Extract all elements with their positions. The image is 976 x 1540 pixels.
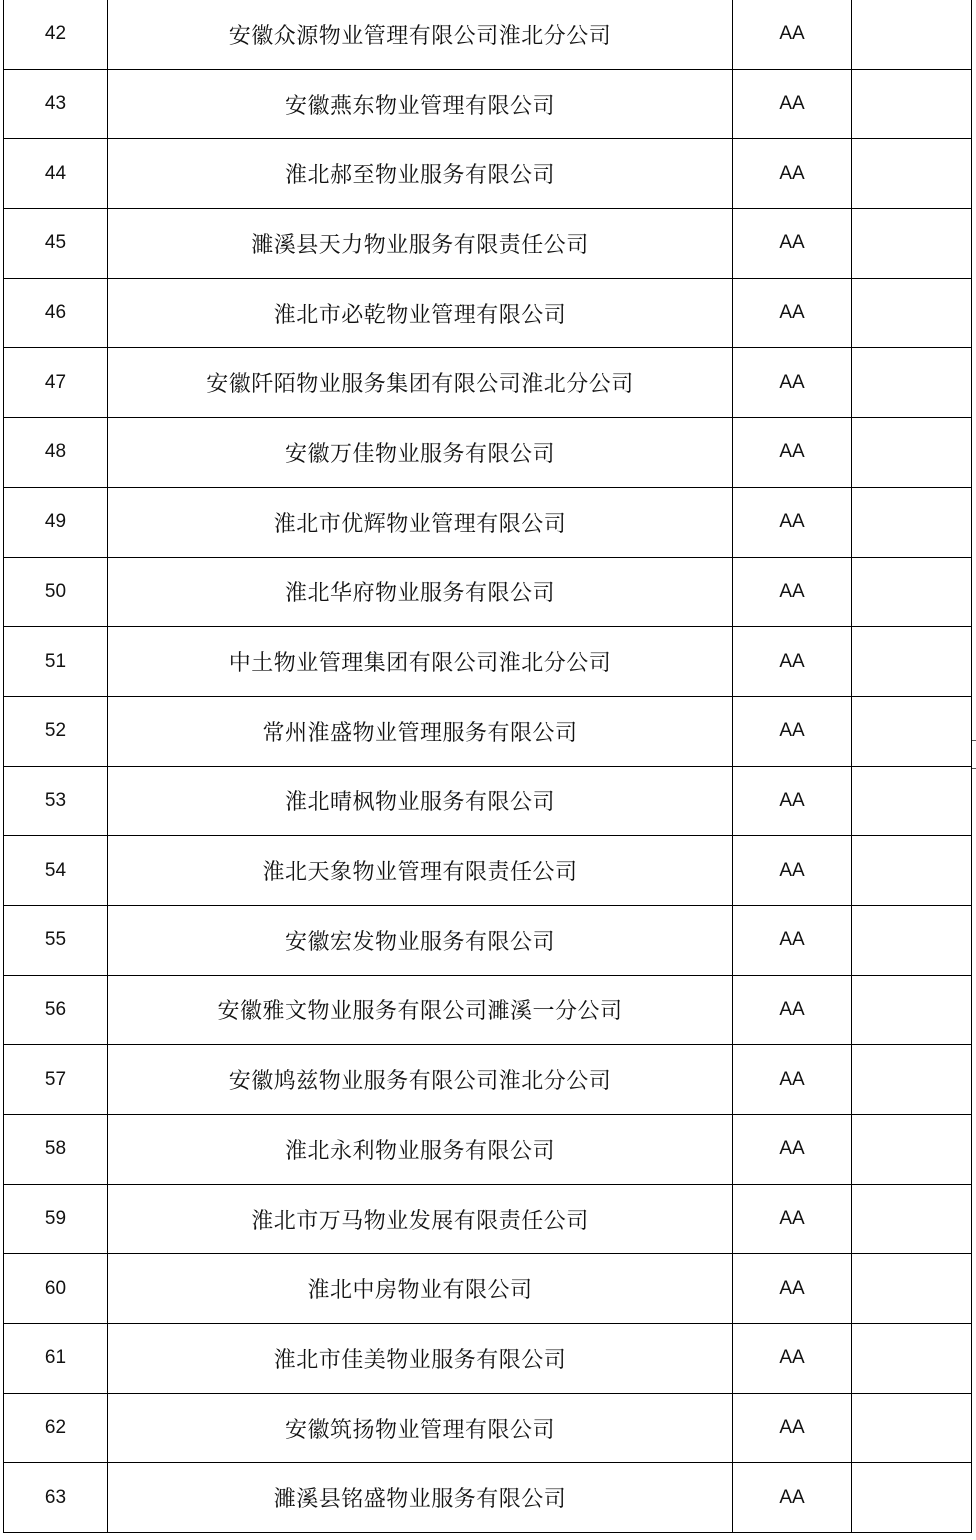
remarks-cell xyxy=(852,487,972,557)
remarks-cell xyxy=(852,418,972,488)
company-name-cell: 常州淮盛物业管理服务有限公司 xyxy=(108,696,733,766)
company-name-cell: 中土物业管理集团有限公司淮北分公司 xyxy=(108,627,733,697)
company-name-cell: 安徽鸠兹物业服务有限公司淮北分公司 xyxy=(108,1045,733,1115)
rating-grade-cell: AA xyxy=(733,1045,852,1115)
remarks-cell xyxy=(852,766,972,836)
remarks-cell xyxy=(852,1184,972,1254)
remarks-cell xyxy=(852,209,972,279)
company-name-cell: 淮北中房物业有限公司 xyxy=(108,1254,733,1324)
rating-grade-cell: AA xyxy=(733,1184,852,1254)
row-number-cell: 44 xyxy=(4,139,108,209)
table-row xyxy=(4,1184,972,1254)
remarks-cell xyxy=(852,69,972,139)
rating-grade-cell: AA xyxy=(733,1393,852,1463)
rating-grade-cell: AA xyxy=(733,487,852,557)
table-row xyxy=(4,975,972,1045)
rating-grade-cell: AA xyxy=(733,557,852,627)
row-number-cell: 62 xyxy=(4,1393,108,1463)
rating-grade-cell: AA xyxy=(733,627,852,697)
company-name-cell: 安徽雅文物业服务有限公司濉溪一分公司 xyxy=(108,975,733,1045)
row-number-cell: 45 xyxy=(4,209,108,279)
table-row xyxy=(4,209,972,279)
row-number-cell: 43 xyxy=(4,69,108,139)
table-row xyxy=(4,1115,972,1185)
remarks-cell xyxy=(852,1393,972,1463)
rating-grade-cell: AA xyxy=(733,348,852,418)
table-row xyxy=(4,278,972,348)
company-name-cell: 安徽众源物业管理有限公司淮北分公司 xyxy=(108,0,733,69)
company-name-cell: 淮北市万马物业发展有限责任公司 xyxy=(108,1184,733,1254)
table-row xyxy=(4,905,972,975)
row-number-cell: 42 xyxy=(4,0,108,69)
table-row xyxy=(4,1393,972,1463)
rating-grade-cell: AA xyxy=(733,69,852,139)
row-number-cell: 59 xyxy=(4,1184,108,1254)
company-name-cell: 濉溪县天力物业服务有限责任公司 xyxy=(108,209,733,279)
table-row xyxy=(4,487,972,557)
company-name-cell: 淮北市佳美物业服务有限公司 xyxy=(108,1324,733,1394)
company-name-cell: 濉溪县铭盛物业服务有限公司 xyxy=(108,1463,733,1533)
rating-grade-cell: AA xyxy=(733,209,852,279)
row-number-cell: 49 xyxy=(4,487,108,557)
company-name-cell: 安徽阡陌物业服务集团有限公司淮北分公司 xyxy=(108,348,733,418)
remarks-cell xyxy=(852,1115,972,1185)
table-row xyxy=(4,1045,972,1115)
rating-grade-cell: AA xyxy=(733,1254,852,1324)
remarks-cell xyxy=(852,278,972,348)
company-name-cell: 淮北华府物业服务有限公司 xyxy=(108,557,733,627)
rating-grade-cell: AA xyxy=(733,139,852,209)
remarks-cell xyxy=(852,1045,972,1115)
table-row xyxy=(4,766,972,836)
row-number-cell: 46 xyxy=(4,278,108,348)
row-number-cell: 47 xyxy=(4,348,108,418)
table-row xyxy=(4,1463,972,1533)
company-name-cell: 安徽筑扬物业管理有限公司 xyxy=(108,1393,733,1463)
rating-grade-cell: AA xyxy=(733,0,852,69)
row-number-cell: 50 xyxy=(4,557,108,627)
row-number-cell: 58 xyxy=(4,1115,108,1185)
row-number-cell: 60 xyxy=(4,1254,108,1324)
table-row xyxy=(4,627,972,697)
table-body xyxy=(4,0,972,1533)
rating-grade-cell: AA xyxy=(733,1463,852,1533)
row-number-cell: 48 xyxy=(4,418,108,488)
company-rating-table xyxy=(3,0,972,1533)
company-name-cell: 安徽燕东物业管理有限公司 xyxy=(108,69,733,139)
table-row xyxy=(4,348,972,418)
company-name-cell: 安徽万佳物业服务有限公司 xyxy=(108,418,733,488)
remarks-cell xyxy=(852,557,972,627)
page-edge-mark xyxy=(972,740,976,741)
row-number-cell: 51 xyxy=(4,627,108,697)
rating-grade-cell: AA xyxy=(733,418,852,488)
rating-grade-cell: AA xyxy=(733,975,852,1045)
rating-grade-cell: AA xyxy=(733,696,852,766)
row-number-cell: 57 xyxy=(4,1045,108,1115)
remarks-cell xyxy=(852,696,972,766)
remarks-cell xyxy=(852,139,972,209)
table-row xyxy=(4,836,972,906)
company-name-cell: 淮北晴枫物业服务有限公司 xyxy=(108,766,733,836)
company-name-cell: 淮北天象物业管理有限责任公司 xyxy=(108,836,733,906)
row-number-cell: 55 xyxy=(4,905,108,975)
table-row xyxy=(4,1254,972,1324)
remarks-cell xyxy=(852,1324,972,1394)
row-number-cell: 54 xyxy=(4,836,108,906)
page-edge-mark xyxy=(972,768,976,769)
row-number-cell: 56 xyxy=(4,975,108,1045)
table-row xyxy=(4,1324,972,1394)
company-name-cell: 淮北永利物业服务有限公司 xyxy=(108,1115,733,1185)
table-row xyxy=(4,418,972,488)
table-row xyxy=(4,139,972,209)
row-number-cell: 52 xyxy=(4,696,108,766)
rating-grade-cell: AA xyxy=(733,1115,852,1185)
remarks-cell xyxy=(852,348,972,418)
company-name-cell: 淮北郝至物业服务有限公司 xyxy=(108,139,733,209)
rating-grade-cell: AA xyxy=(733,1324,852,1394)
company-name-cell: 淮北市优辉物业管理有限公司 xyxy=(108,487,733,557)
rating-grade-cell: AA xyxy=(733,278,852,348)
table-row xyxy=(4,557,972,627)
rating-grade-cell: AA xyxy=(733,836,852,906)
table-row xyxy=(4,696,972,766)
remarks-cell xyxy=(852,0,972,69)
remarks-cell xyxy=(852,1254,972,1324)
table-row xyxy=(4,69,972,139)
remarks-cell xyxy=(852,1463,972,1533)
row-number-cell: 61 xyxy=(4,1324,108,1394)
row-number-cell: 53 xyxy=(4,766,108,836)
rating-grade-cell: AA xyxy=(733,766,852,836)
row-number-cell: 63 xyxy=(4,1463,108,1533)
remarks-cell xyxy=(852,836,972,906)
company-name-cell: 安徽宏发物业服务有限公司 xyxy=(108,905,733,975)
rating-grade-cell: AA xyxy=(733,905,852,975)
company-name-cell: 淮北市必乾物业管理有限公司 xyxy=(108,278,733,348)
remarks-cell xyxy=(852,905,972,975)
table-row xyxy=(4,0,972,69)
remarks-cell xyxy=(852,975,972,1045)
remarks-cell xyxy=(852,627,972,697)
